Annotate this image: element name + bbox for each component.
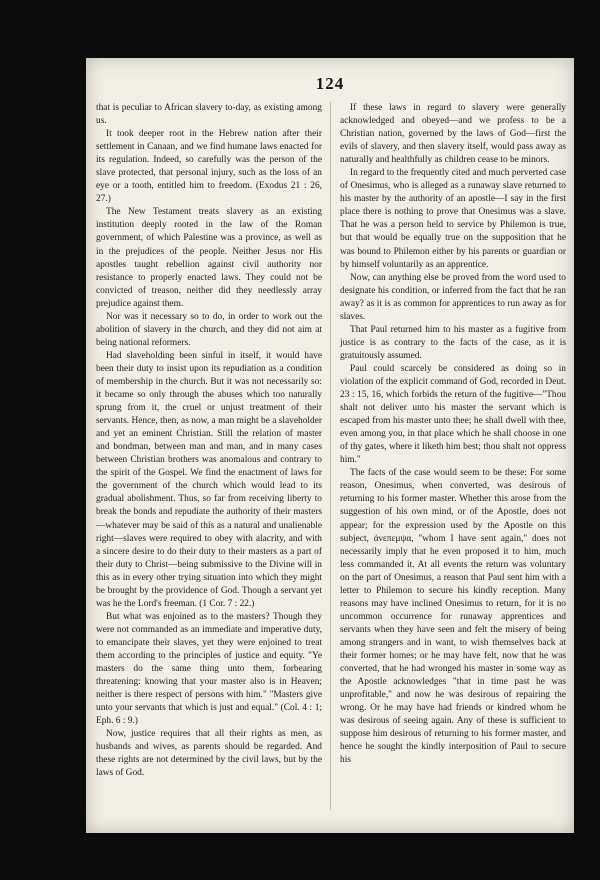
page-number: 124 <box>315 74 345 93</box>
paragraph: But what was enjoined as to the masters? Though they were not commanded as an immediate and imperative duty, to emancipate their slaves, yet they were enjoined to treat them according to the principles of justice and equity. "Ye masters do the same thing unto them, forbearing threatening: knowing that your master also is in Heaven; neither is there respect of persons with him." "Masters give unto your servants that which is just and equal." (Col. 4 : 1; Eph. 6 : 9.) <box>96 611 322 727</box>
book-page <box>86 58 574 833</box>
paragraph: If these laws in regard to slavery were generally acknowledged and obeyed—and we profess to be a Christian nation, governed by the laws of God—first the evils of slavery, and then slavery itself, would pass away as naturally and healthfully as children cease to be minors. <box>340 103 566 166</box>
paragraph: Now, justice requires that all their rights as men, as husbands and wives, as parents should be regarded. And these rights are not determined by the civil laws, but by the laws of God. <box>96 729 322 779</box>
right-column <box>340 102 566 767</box>
paragraph: Nor was it necessary so to do, in order to work out the abolition of slavery in the church, and they did not aim at being national reformers. <box>96 311 322 348</box>
paragraph: Now, can anything else be proved from the word used to designate his condition, or inferred from the fact that he ran away? as it is as common for apprentices to run away as for slaves. <box>340 272 566 322</box>
paragraph: That Paul returned him to his master as a fugitive from justice is as contrary to the facts of the case, as it is gratuitously assumed. <box>340 324 566 361</box>
paragraph: The New Testament treats slavery as an existing institution deeply rooted in the law of the Roman government, of which Palestine was a province, as well as in the prejudices of the people. Neither Jesus nor His apostles taught rebellion against civil authority nor resistance to properly enacted laws. They could not be convicted of treason, neither did they needlessly array prejudice against them. <box>96 207 322 309</box>
paragraph: In regard to the frequently cited and much perverted case of Onesimus, who is alleged as a runaway slave returned to his master by the authority of an apostle—I say in the first place there is nothing to prove that Onesimus was a slave. That he was a person held to service by Philemon is true, but that would be equally true on the supposition that he was bound to Philemon either by his parents or guardian or by himself voluntarily as an apprentice. <box>340 168 566 270</box>
paragraph: Paul could scarcely be considered as doing so in violation of the explicit command of God, recorded in Deut. 23 : 15, 16, which forbids the return of the fugitive—"Thou shalt not deliver unto his master the servant which is escaped from his master unto thee; he shall dwell with thee, even among you, in that place which he shall choose in one of thy gates, where it liketh him best; thou shalt not oppress him." <box>340 363 566 466</box>
paragraph: that is peculiar to African slavery to-day, as existing among us. <box>96 103 322 127</box>
paragraph: Had slaveholding been sinful in itself, it would have been their duty to insist upon its repudiation as a condition of membership in the church. But it was not necessarily so: it became so only through the abuses which too naturally sprung from it, the cruel or unjust treatment of their servants. Hence, then, as now, a man might be a slaveholder and yet an eminent Christian. Still the relation of master and bondman, between man and man, and in many cases between Christian brothers was anomalous and contrary to the spirit of the Gospel. We find the enactment of laws for the government of the church which would lead to its gradual abolishment. Thus, so far from receiving liberty to break the bonds and repudiate the authority of their masters—whatever may be said of this as a natural and unalienable right—slaves were required to obey with alacrity, and with a sincere desire to do their duty to their masters as a part of their duty to Christ—being submissive to the Divine will in this as in every other trying situation into which they might be brought by the providence of God. Though a servant yet was he the Lord's freeman. (1 Cor. 7 : 22.) <box>96 350 322 609</box>
column-divider <box>330 102 331 810</box>
paragraph: The facts of the case would seem to be these: For some reason, Onesimus, when converted, was desirous of returning to his former master. Whether this arose from the suggestion of his own mind, or of the Apostle, does not appear; for the expression used by the Apostle on this subject, ἀνεπεμψα, "whom I have sent again," does not necessarily imply that he even proposed it to him, much less commanded it. At all events the return was voluntary on the part of Onesimus, a reason that Paul sent him with a letter to Philemon to secure his kindly reception. Many reasons may have inclined Onesimus to return, for it is no uncommon occurrence for runaway apprentices and servants when they have seen and felt the misery of being among strangers and in want, to wish themselves back at their former homes; or he may have felt, now that he was converted, that he had wronged his master in some way as the Apostle acknowledges "that in time past he was unprofitable," and now he was desirous of repairing the wrong. Or he may have had friends or kindred whom he was desirous of seeing again. Any of these is sufficient to suppose him desirous of returning to his former master, and hence he sought the kindly interposition of Paul to secure his <box>340 468 566 766</box>
paragraph: It took deeper root in the Hebrew nation after their settlement in Canaan, and we find humane laws enacted for its regulation. Indeed, so carefully was the person of the slave protected, that personal injury, such as the loss of an eye or a tooth, entitled him to freedom. (Exodus 21 : 26, 27.) <box>96 129 322 205</box>
left-column <box>96 102 322 780</box>
